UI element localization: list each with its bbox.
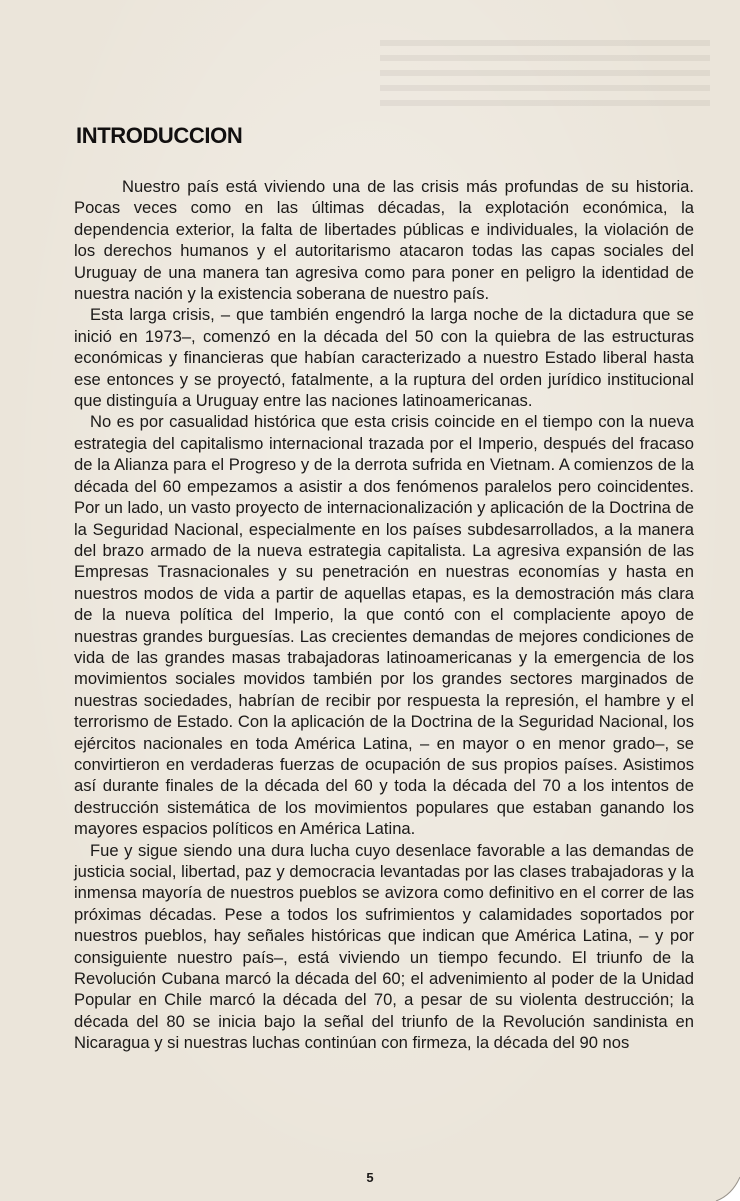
paragraph-1: Nuestro país está viviendo una de las crisis más profundas de su historia. Pocas veces como en las últimas décadas, la explotación económica, la dependencia exterior, la falta de libertades públicas e individuales, la violación de los derechos humanos y el autoritarismo atacaron todas las capas sociales del Uruguay de una manera tan agresiva como para poner en peligro la identidad de nuestra nación y la existencia soberana de nuestro país. xyxy=(74,177,694,304)
bleed-through-text xyxy=(380,40,710,110)
body-text xyxy=(74,176,694,1054)
page-number: 5 xyxy=(366,1170,374,1185)
page-corner-curl xyxy=(710,1171,740,1201)
paragraph-2: Esta larga crisis, – que también engendró la larga noche de la dictadura que se inició en 1973–, comenzó en la década del 50 con la quiebra de las estructuras económicas y financieras que habían caracterizado a nuestro Estado liberal hasta ese entonces y se proyectó, fatalmente, a la ruptura del orden jurídico institucional que distinguía a Uruguay entre las naciones latinoamericanas. xyxy=(74,305,694,411)
chapter-title: INTRODUCCION xyxy=(76,123,243,148)
paragraph-3: No es por casualidad histórica que esta crisis coincide en el tiempo con la nueva estrategia del capitalismo internacional trazada por el Imperio, después del fracaso de la Alianza para el Progreso y de la derrota sufrida en Vietnam. A comienzos de la década del 60 empezamos a asistir a dos fenómenos paralelos pero coincidentes. Por un lado, un vasto proyecto de internacionalización y aplicación de la Doctrina de la Seguridad Nacional, especialmente en los países subdesarrollados, a la manera del brazo armado de la nueva estrategia capitalista. La agresiva expansión de las Empresas Trasnacionales y su penetración en nuestras economías y hasta en nuestros modos de vida a partir de aquellas etapas, es la demostración más clara de la nueva política del Imperio, la que contó con el complaciente apoyo de nuestras grandes burguesías. Las crecientes demandas de mejores condiciones de vida de las grandes masas trabajadoras latinoamericanas y la emergencia de los movimientos sociales movidos también por los grandes sectores marginados de nuestras sociedades, habrían de recibir por respuesta la represión, el hambre y el terrorismo de Estado. Con la aplicación de la Doctrina de la Seguridad Nacional, los ejércitos nacionales en toda América Latina, – en mayor o en menor grado–, se convirtieron en verdaderas fuerzas de ocupación de sus propios países. Asistimos así durante finales de la década del 60 y toda la década del 70 a los intentos de destrucción sistemática de los movimientos populares que estaban ganando los mayores espacios políticos en América Latina. xyxy=(74,412,694,839)
paragraph-4: Fue y sigue siendo una dura lucha cuyo desenlace favorable a las demandas de justicia social, libertad, paz y democracia levantadas por las clases trabajadoras y la inmensa mayoría de nuestros pueblos se avizora como definitivo en el correr de las próximas décadas. Pese a todos los sufrimientos y calamidades soportados por nuestros pueblos, hay señales históricas que indican que América Latina, – y por consiguiente nuestro país–, está viviendo un tiempo fecundo. El triunfo de la Revolución Cubana marcó la década del 60; el advenimiento al poder de la Unidad Popular en Chile marcó la década del 70, a pesar de su violenta destrucción; la década del 80 se inicia bajo la señal del triunfo de la Revolución sandinista en Nicaragua y si nuestras luchas continúan con firmeza, la década del 90 nos xyxy=(74,840,694,1053)
